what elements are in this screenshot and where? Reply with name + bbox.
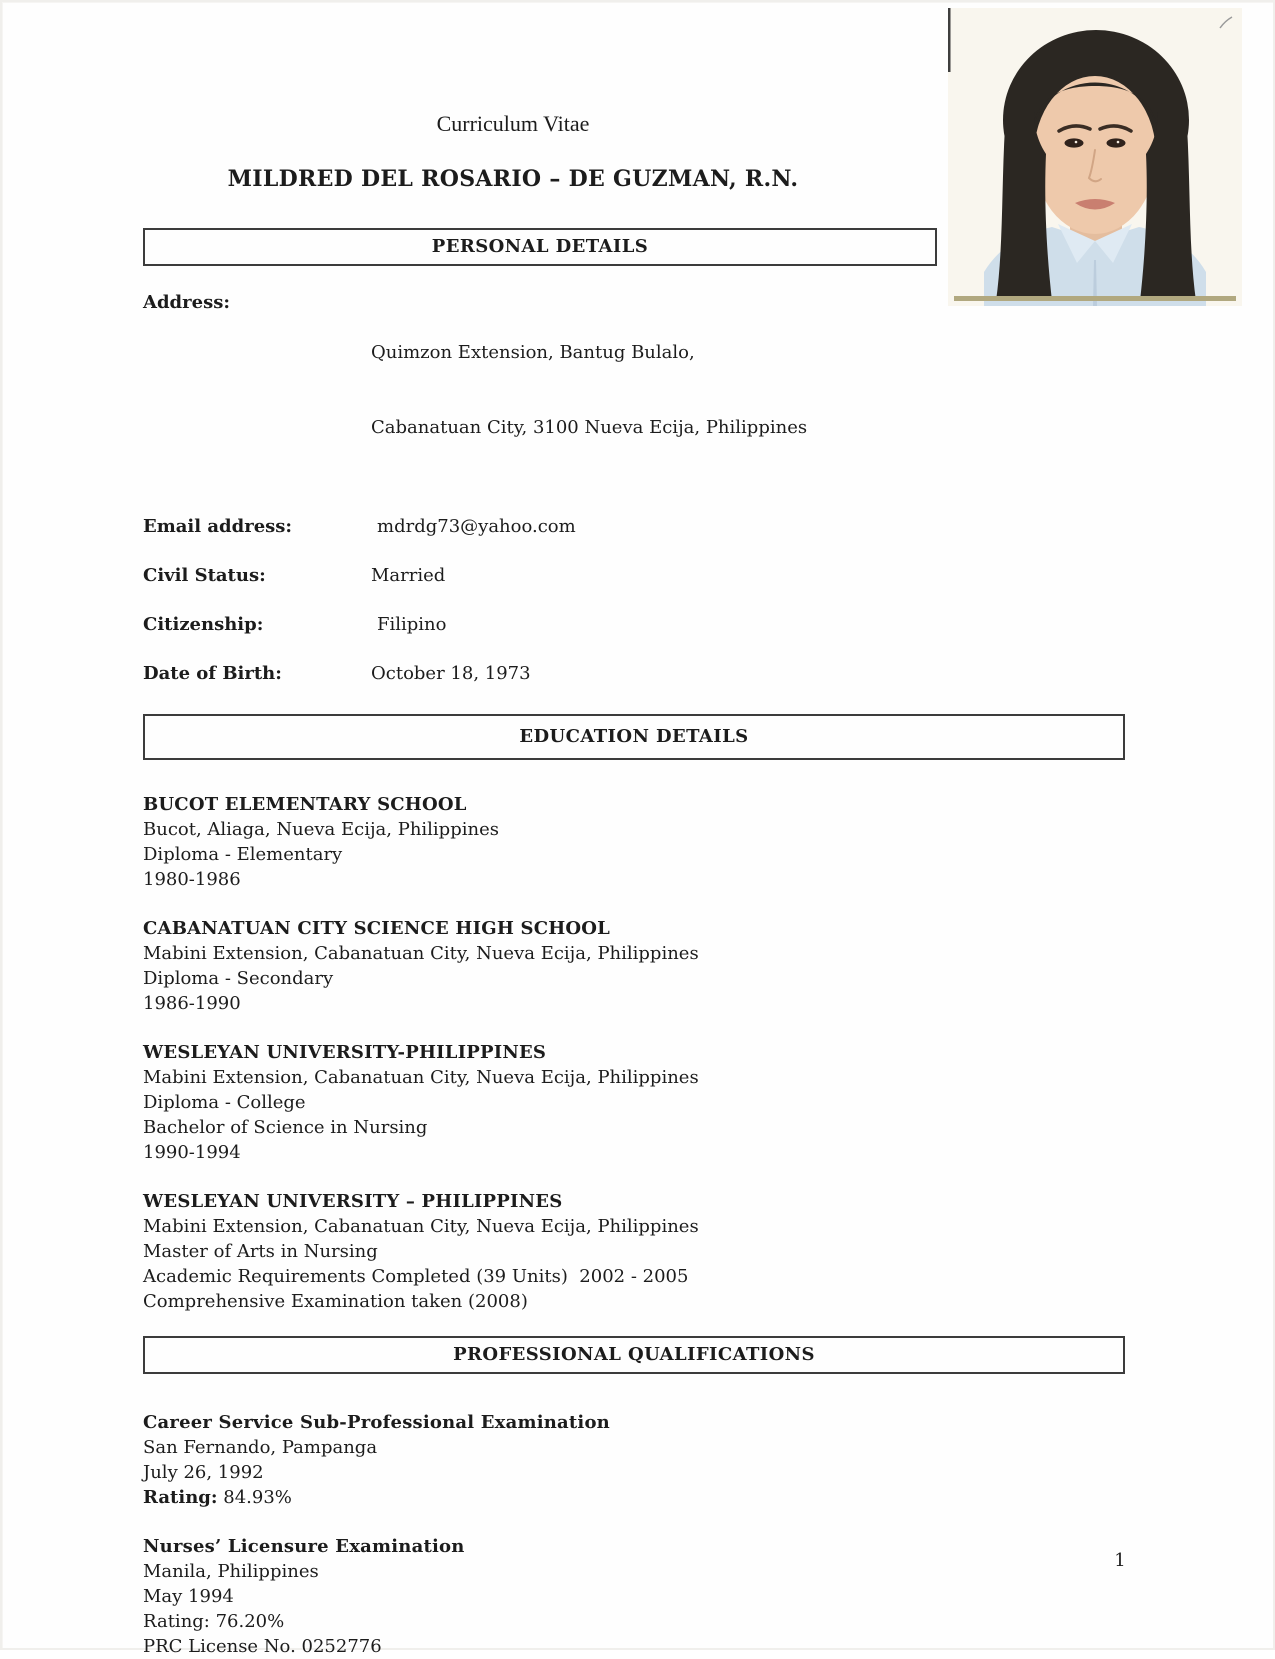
school-name: WESLEYAN UNIVERSITY – PHILIPPINES bbox=[143, 1191, 563, 1212]
education-entry bbox=[143, 792, 1125, 892]
education-line: Diploma - Secondary bbox=[143, 968, 334, 989]
detail-value bbox=[371, 290, 807, 490]
detail-value: Married bbox=[371, 565, 446, 586]
qualification-entry bbox=[143, 1534, 1125, 1659]
detail-label: Civil Status: bbox=[143, 565, 266, 586]
qualification-line: San Fernando, Pampanga bbox=[143, 1437, 378, 1458]
education-line: Master of Arts in Nursing bbox=[143, 1241, 378, 1262]
section-header-personal-details: PERSONAL DETAILS bbox=[143, 228, 937, 266]
education-entry bbox=[143, 916, 1125, 1016]
portrait-photo bbox=[948, 8, 1242, 306]
detail-value-line: Quimzon Extension, Bantug Bulalo, bbox=[371, 342, 695, 363]
page-number: 1 bbox=[1114, 1550, 1126, 1571]
detail-row-address bbox=[143, 290, 1125, 490]
detail-label: Email address: bbox=[143, 516, 293, 537]
education-line: 1990-1994 bbox=[143, 1142, 241, 1163]
education-line: 1986-1990 bbox=[143, 993, 241, 1014]
section-header-education-details: EDUCATION DETAILS bbox=[143, 714, 1125, 760]
detail-value: mdrdg73@yahoo.com bbox=[377, 516, 576, 537]
qualification-entries bbox=[143, 1410, 1125, 1659]
qualification-line: Rating: 76.20% bbox=[143, 1611, 285, 1632]
education-line: Bachelor of Science in Nursing bbox=[143, 1117, 428, 1138]
qualification-line: PRC License No. 0252776 bbox=[143, 1636, 382, 1657]
qualification-title: Nurses’ Licensure Examination bbox=[143, 1536, 465, 1557]
detail-label: Citizenship: bbox=[143, 614, 264, 635]
education-line: Mabini Extension, Cabanatuan City, Nueva Ecija, Philippines bbox=[143, 943, 699, 964]
school-name: BUCOT ELEMENTARY SCHOOL bbox=[143, 794, 467, 815]
education-line: Mabini Extension, Cabanatuan City, Nueva Ecija, Philippines bbox=[143, 1216, 699, 1237]
detail-row-civil-status bbox=[143, 563, 1125, 588]
education-line: Academic Requirements Completed (39 Units) 2002 - 2005 bbox=[143, 1266, 689, 1287]
education-entry bbox=[143, 1189, 1125, 1314]
qualification-entry bbox=[143, 1410, 1125, 1510]
detail-value: Filipino bbox=[377, 614, 447, 635]
detail-label: Date of Birth: bbox=[143, 663, 282, 684]
detail-value: October 18, 1973 bbox=[371, 663, 531, 684]
education-entry bbox=[143, 1040, 1125, 1165]
detail-row-email bbox=[143, 514, 1125, 539]
education-entries bbox=[143, 792, 1125, 1314]
school-name: CABANATUAN CITY SCIENCE HIGH SCHOOL bbox=[143, 918, 611, 939]
detail-row-date-of-birth bbox=[143, 661, 1125, 686]
qualification-rating-line bbox=[143, 1485, 1125, 1510]
qualification-line: May 1994 bbox=[143, 1586, 234, 1607]
detail-label: Address: bbox=[143, 292, 230, 313]
education-line: Mabini Extension, Cabanatuan City, Nueva Ecija, Philippines bbox=[143, 1067, 699, 1088]
qualification-line: July 26, 1992 bbox=[143, 1462, 264, 1483]
section-header-professional-qualifications: PROFESSIONAL QUALIFICATIONS bbox=[143, 1336, 1125, 1374]
document-title: Curriculum Vitae bbox=[436, 111, 590, 136]
education-line: Diploma - College bbox=[143, 1092, 306, 1113]
education-line: Comprehensive Examination taken (2008) bbox=[143, 1291, 528, 1312]
qualification-line: Manila, Philippines bbox=[143, 1561, 319, 1582]
qualification-title: Career Service Sub-Professional Examination bbox=[143, 1412, 610, 1433]
detail-row-citizenship bbox=[143, 612, 1125, 637]
school-name: WESLEYAN UNIVERSITY-PHILIPPINES bbox=[143, 1042, 547, 1063]
rating-label: Rating: bbox=[143, 1487, 218, 1508]
education-line: Bucot, Aliaga, Nueva Ecija, Philippines bbox=[143, 819, 499, 840]
rating-value: 84.93% bbox=[217, 1487, 292, 1508]
person-name: MILDRED DEL ROSARIO – DE GUZMAN, R.N. bbox=[227, 166, 799, 192]
education-line: Diploma - Elementary bbox=[143, 844, 343, 865]
personal-details-rows bbox=[143, 290, 1125, 686]
detail-value-line: Cabanatuan City, 3100 Nueva Ecija, Philippines bbox=[371, 417, 808, 438]
education-line: 1980-1986 bbox=[143, 869, 241, 890]
scan-artifact-line bbox=[948, 8, 951, 72]
